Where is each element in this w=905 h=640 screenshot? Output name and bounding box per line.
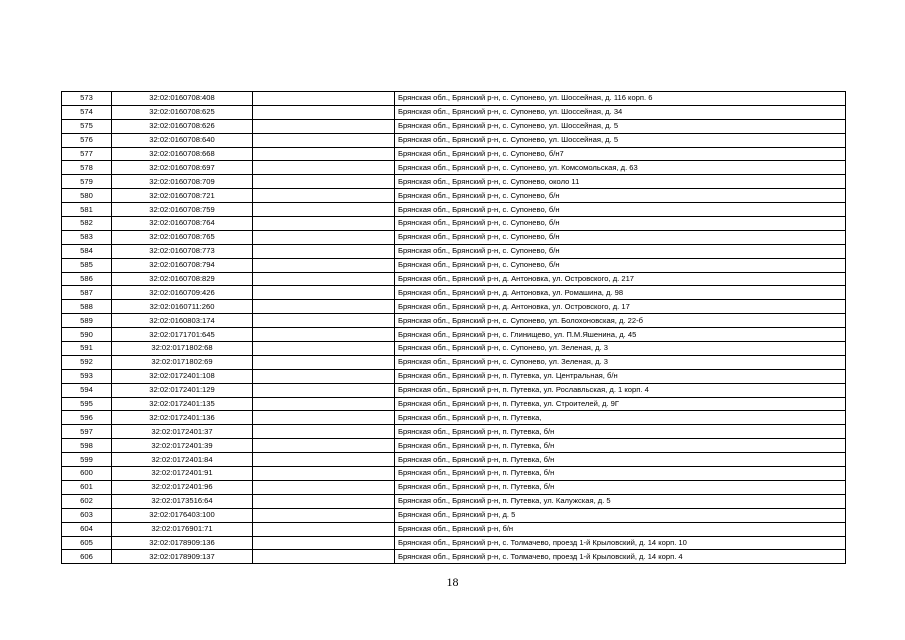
empty-cell bbox=[253, 272, 395, 286]
cadastral-number-cell: 32:02:0160708:773 bbox=[112, 244, 253, 258]
table-row bbox=[62, 355, 846, 369]
address-cell: Брянская обл., Брянский р-н, с. Супонево, б/н bbox=[395, 230, 846, 244]
table-row bbox=[62, 425, 846, 439]
row-number-cell: 577 bbox=[62, 147, 112, 161]
empty-cell bbox=[253, 119, 395, 133]
empty-cell bbox=[253, 92, 395, 106]
property-registry-table bbox=[61, 91, 846, 564]
cadastral-number-cell: 32:02:0172401:129 bbox=[112, 383, 253, 397]
row-number-cell: 586 bbox=[62, 272, 112, 286]
empty-cell bbox=[253, 397, 395, 411]
cadastral-number-cell: 32:02:0172401:135 bbox=[112, 397, 253, 411]
address-cell: Брянская обл., Брянский р-н, д. Антоновка, ул. Ромашина, д. 98 bbox=[395, 286, 846, 300]
cadastral-number-cell: 32:02:0171802:69 bbox=[112, 355, 253, 369]
row-number-cell: 593 bbox=[62, 369, 112, 383]
row-number-cell: 576 bbox=[62, 133, 112, 147]
empty-cell bbox=[253, 425, 395, 439]
table-row bbox=[62, 147, 846, 161]
row-number-cell: 596 bbox=[62, 411, 112, 425]
row-number-cell: 589 bbox=[62, 314, 112, 328]
cadastral-number-cell: 32:02:0172401:136 bbox=[112, 411, 253, 425]
empty-cell bbox=[253, 453, 395, 467]
table-row bbox=[62, 397, 846, 411]
cadastral-number-cell: 32:02:0160708:697 bbox=[112, 161, 253, 175]
row-number-cell: 600 bbox=[62, 467, 112, 481]
table-row bbox=[62, 383, 846, 397]
address-cell: Брянская обл., Брянский р-н, с. Супонево, б/н bbox=[395, 203, 846, 217]
address-cell: Брянская обл., Брянский р-н, с. Супонево, б/н bbox=[395, 258, 846, 272]
address-cell: Брянская обл., Брянский р-н, с. Супонево, ул. Зеленая, д. 3 bbox=[395, 355, 846, 369]
cadastral-number-cell: 32:02:0171701:645 bbox=[112, 328, 253, 342]
address-cell: Брянская обл., Брянский р-н, д. Антоновка, ул. Островского, д. 217 bbox=[395, 272, 846, 286]
address-cell: Брянская обл., Брянский р-н, п. Путевка, ул. Центральная, б/н bbox=[395, 369, 846, 383]
empty-cell bbox=[253, 230, 395, 244]
empty-cell bbox=[253, 383, 395, 397]
table-row bbox=[62, 105, 846, 119]
row-number-cell: 592 bbox=[62, 355, 112, 369]
address-cell: Брянская обл., Брянский р-н, п. Путевка, ул. Строителей, д. 9Г bbox=[395, 397, 846, 411]
row-number-cell: 585 bbox=[62, 258, 112, 272]
address-cell: Брянская обл., Брянский р-н, с. Супонево, около 11 bbox=[395, 175, 846, 189]
table-row bbox=[62, 230, 846, 244]
table-row bbox=[62, 369, 846, 383]
cadastral-number-cell: 32:02:0160708:709 bbox=[112, 175, 253, 189]
row-number-cell: 574 bbox=[62, 105, 112, 119]
row-number-cell: 606 bbox=[62, 550, 112, 564]
row-number-cell: 597 bbox=[62, 425, 112, 439]
address-cell: Брянская обл., Брянский р-н, с. Толмачево, проезд 1-й Крыловский, д. 14 корп. 4 bbox=[395, 550, 846, 564]
address-cell: Брянская обл., Брянский р-н, п. Путевка, б/н bbox=[395, 425, 846, 439]
empty-cell bbox=[253, 480, 395, 494]
table-row bbox=[62, 217, 846, 231]
empty-cell bbox=[253, 175, 395, 189]
cadastral-number-cell: 32:02:0160803:174 bbox=[112, 314, 253, 328]
cadastral-number-cell: 32:02:0176901:71 bbox=[112, 522, 253, 536]
table-row bbox=[62, 300, 846, 314]
empty-cell bbox=[253, 355, 395, 369]
row-number-cell: 582 bbox=[62, 217, 112, 231]
cadastral-number-cell: 32:02:0160708:408 bbox=[112, 92, 253, 106]
address-cell: Брянская обл., Брянский р-н, с. Супонево, б/н bbox=[395, 244, 846, 258]
empty-cell bbox=[253, 494, 395, 508]
empty-cell bbox=[253, 328, 395, 342]
cadastral-number-cell: 32:02:0160708:794 bbox=[112, 258, 253, 272]
cadastral-number-cell: 32:02:0172401:37 bbox=[112, 425, 253, 439]
row-number-cell: 587 bbox=[62, 286, 112, 300]
cadastral-number-cell: 32:02:0178909:137 bbox=[112, 550, 253, 564]
cadastral-number-cell: 32:02:0176403:100 bbox=[112, 508, 253, 522]
row-number-cell: 601 bbox=[62, 480, 112, 494]
row-number-cell: 583 bbox=[62, 230, 112, 244]
table-row bbox=[62, 314, 846, 328]
empty-cell bbox=[253, 189, 395, 203]
address-cell: Брянская обл., Брянский р-н, с. Супонево, б/н bbox=[395, 217, 846, 231]
empty-cell bbox=[253, 369, 395, 383]
address-cell: Брянская обл., Брянский р-н, с. Супонево, ул. Болохоновская, д. 22-б bbox=[395, 314, 846, 328]
table-row bbox=[62, 439, 846, 453]
row-number-cell: 591 bbox=[62, 342, 112, 356]
table-row bbox=[62, 550, 846, 564]
address-cell: Брянская обл., Брянский р-н, д. 5 bbox=[395, 508, 846, 522]
address-cell: Брянская обл., Брянский р-н, п. Путевка, б/н bbox=[395, 467, 846, 481]
cadastral-number-cell: 32:02:0173516:64 bbox=[112, 494, 253, 508]
table-row bbox=[62, 175, 846, 189]
empty-cell bbox=[253, 133, 395, 147]
row-number-cell: 595 bbox=[62, 397, 112, 411]
cadastral-number-cell: 32:02:0171802:68 bbox=[112, 342, 253, 356]
address-cell: Брянская обл., Брянский р-н, б/н bbox=[395, 522, 846, 536]
cadastral-number-cell: 32:02:0172401:91 bbox=[112, 467, 253, 481]
row-number-cell: 605 bbox=[62, 536, 112, 550]
cadastral-number-cell: 32:02:0160711:260 bbox=[112, 300, 253, 314]
table-row bbox=[62, 342, 846, 356]
address-cell: Брянская обл., Брянский р-н, с. Супонево, б/н bbox=[395, 189, 846, 203]
address-cell: Брянская обл., Брянский р-н, с. Супонево, ул. Шоссейная, д. 116 корп. 6 bbox=[395, 92, 846, 106]
table-body bbox=[62, 92, 846, 564]
address-cell: Брянская обл., Брянский р-н, п. Путевка, б/н bbox=[395, 480, 846, 494]
empty-cell bbox=[253, 314, 395, 328]
cadastral-number-cell: 32:02:0160708:764 bbox=[112, 217, 253, 231]
empty-cell bbox=[253, 342, 395, 356]
row-number-cell: 588 bbox=[62, 300, 112, 314]
empty-cell bbox=[253, 508, 395, 522]
empty-cell bbox=[253, 522, 395, 536]
empty-cell bbox=[253, 161, 395, 175]
table-row bbox=[62, 494, 846, 508]
table-row bbox=[62, 467, 846, 481]
table-row bbox=[62, 258, 846, 272]
address-cell: Брянская обл., Брянский р-н, с. Супонево, ул. Комсомольская, д. 63 bbox=[395, 161, 846, 175]
cadastral-number-cell: 32:02:0160708:640 bbox=[112, 133, 253, 147]
empty-cell bbox=[253, 217, 395, 231]
empty-cell bbox=[253, 467, 395, 481]
cadastral-number-cell: 32:02:0172401:96 bbox=[112, 480, 253, 494]
table-row bbox=[62, 536, 846, 550]
table-row bbox=[62, 189, 846, 203]
row-number-cell: 590 bbox=[62, 328, 112, 342]
empty-cell bbox=[253, 536, 395, 550]
table-row bbox=[62, 453, 846, 467]
row-number-cell: 584 bbox=[62, 244, 112, 258]
cadastral-number-cell: 32:02:0178909:136 bbox=[112, 536, 253, 550]
row-number-cell: 581 bbox=[62, 203, 112, 217]
empty-cell bbox=[253, 286, 395, 300]
empty-cell bbox=[253, 300, 395, 314]
cadastral-number-cell: 32:02:0160708:625 bbox=[112, 105, 253, 119]
table-row bbox=[62, 272, 846, 286]
address-cell: Брянская обл., Брянский р-н, с. Супонево, ул. Шоссейная, д. 34 bbox=[395, 105, 846, 119]
table-row bbox=[62, 411, 846, 425]
table-row bbox=[62, 480, 846, 494]
row-number-cell: 599 bbox=[62, 453, 112, 467]
cadastral-number-cell: 32:02:0160708:721 bbox=[112, 189, 253, 203]
row-number-cell: 573 bbox=[62, 92, 112, 106]
cadastral-number-cell: 32:02:0160708:829 bbox=[112, 272, 253, 286]
table-row bbox=[62, 244, 846, 258]
table-row bbox=[62, 286, 846, 300]
address-cell: Брянская обл., Брянский р-н, д. Антоновка, ул. Островского, д. 17 bbox=[395, 300, 846, 314]
address-cell: Брянская обл., Брянский р-н, п. Путевка, bbox=[395, 411, 846, 425]
row-number-cell: 580 bbox=[62, 189, 112, 203]
row-number-cell: 598 bbox=[62, 439, 112, 453]
cadastral-number-cell: 32:02:0172401:39 bbox=[112, 439, 253, 453]
cadastral-number-cell: 32:02:0160708:765 bbox=[112, 230, 253, 244]
empty-cell bbox=[253, 203, 395, 217]
table-row bbox=[62, 133, 846, 147]
address-cell: Брянская обл., Брянский р-н, п. Путевка, ул. Рославльская, д. 1 корп. 4 bbox=[395, 383, 846, 397]
address-cell: Брянская обл., Брянский р-н, с. Супонево, ул. Зеленая, д. 3 bbox=[395, 342, 846, 356]
cadastral-number-cell: 32:02:0160708:626 bbox=[112, 119, 253, 133]
cadastral-number-cell: 32:02:0160708:668 bbox=[112, 147, 253, 161]
row-number-cell: 603 bbox=[62, 508, 112, 522]
address-cell: Брянская обл., Брянский р-н, с. Глинищево, ул. П.М.Яшенина, д. 45 bbox=[395, 328, 846, 342]
row-number-cell: 578 bbox=[62, 161, 112, 175]
empty-cell bbox=[253, 244, 395, 258]
address-cell: Брянская обл., Брянский р-н, с. Супонево, б/н7 bbox=[395, 147, 846, 161]
table-row bbox=[62, 203, 846, 217]
table-row bbox=[62, 328, 846, 342]
empty-cell bbox=[253, 550, 395, 564]
row-number-cell: 594 bbox=[62, 383, 112, 397]
address-cell: Брянская обл., Брянский р-н, п. Путевка, ул. Калужская, д. 5 bbox=[395, 494, 846, 508]
table-row bbox=[62, 522, 846, 536]
table-row bbox=[62, 161, 846, 175]
row-number-cell: 604 bbox=[62, 522, 112, 536]
page-number: 18 bbox=[446, 575, 459, 589]
empty-cell bbox=[253, 411, 395, 425]
table-row bbox=[62, 92, 846, 106]
address-cell: Брянская обл., Брянский р-н, с. Супонево, ул. Шоссейная, д. 5 bbox=[395, 133, 846, 147]
row-number-cell: 579 bbox=[62, 175, 112, 189]
cadastral-number-cell: 32:02:0160708:759 bbox=[112, 203, 253, 217]
row-number-cell: 575 bbox=[62, 119, 112, 133]
table-row bbox=[62, 508, 846, 522]
address-cell: Брянская обл., Брянский р-н, п. Путевка, б/н bbox=[395, 453, 846, 467]
empty-cell bbox=[253, 439, 395, 453]
address-cell: Брянская обл., Брянский р-н, с. Супонево, ул. Шоссейная, д. 5 bbox=[395, 119, 846, 133]
empty-cell bbox=[253, 105, 395, 119]
table-row bbox=[62, 119, 846, 133]
row-number-cell: 602 bbox=[62, 494, 112, 508]
address-cell: Брянская обл., Брянский р-н, с. Толмачево, проезд 1-й Крыловский, д. 14 корп. 10 bbox=[395, 536, 846, 550]
cadastral-number-cell: 32:02:0172401:108 bbox=[112, 369, 253, 383]
empty-cell bbox=[253, 258, 395, 272]
cadastral-number-cell: 32:02:0160709:426 bbox=[112, 286, 253, 300]
empty-cell bbox=[253, 147, 395, 161]
address-cell: Брянская обл., Брянский р-н, п. Путевка, б/н bbox=[395, 439, 846, 453]
cadastral-number-cell: 32:02:0172401:84 bbox=[112, 453, 253, 467]
